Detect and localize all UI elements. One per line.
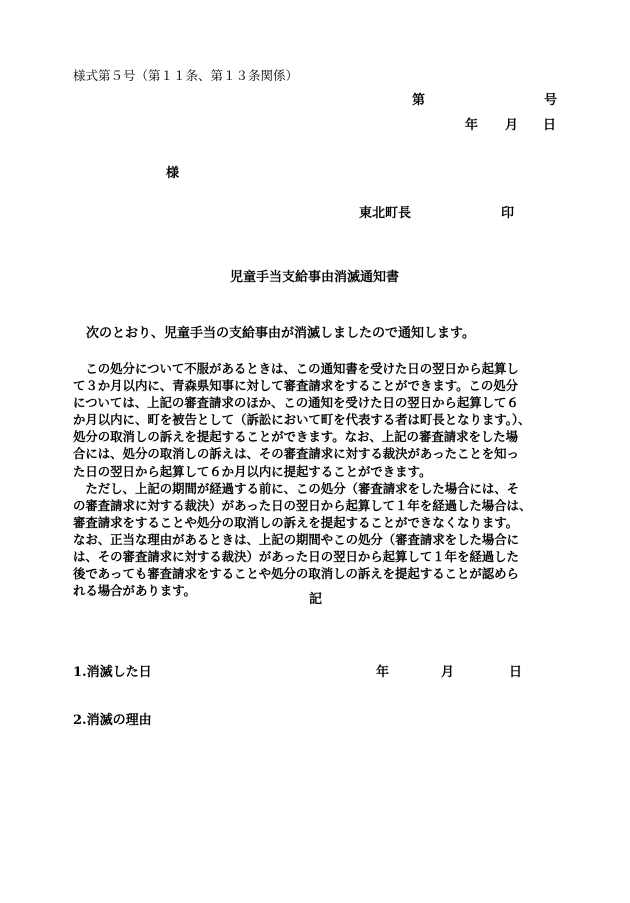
notice-number-prefix: 第 xyxy=(412,93,426,108)
document-title: 児童手当支給事由消滅通知書 xyxy=(230,270,400,285)
item-extinguished-reason-label: 2.消滅の理由 xyxy=(73,713,152,728)
item-extinguished-month-label: 月 xyxy=(441,665,455,680)
body-line: については、上記の審査請求のほか、この通知を受けた日の翌日から起算して６ xyxy=(73,395,519,411)
body-line: この処分について不服があるときは、この通知書を受けた日の翌日から起算し xyxy=(73,361,519,376)
addressee-suffix: 様 xyxy=(166,166,180,181)
date-day-label: 日 xyxy=(543,118,557,133)
body-line: ただし、上記の期間が経過する前に、この処分（審査請求をした場合には、そ xyxy=(73,480,520,496)
intro-text: 次のとおり、児童手当の支給事由が消滅しましたので通知します。 xyxy=(86,326,475,341)
ki-heading: 記 xyxy=(309,592,323,607)
body-line: か月以内に、町を被告として（訴訟において町を代表する者は町長となります。）、 xyxy=(73,412,531,428)
body-line: て３か月以内に、青森県知事に対して審査請求をすることができます。この処分 xyxy=(73,378,519,394)
date-year-label: 年 xyxy=(465,118,479,133)
body-line: なお、正当な理由があるときは、上記の期間やこの処分（審査請求をした場合に xyxy=(73,531,520,547)
item-extinguished-year-label: 年 xyxy=(376,665,390,680)
issuer-name: 東北町長 xyxy=(359,206,412,221)
body-line: た日の翌日から起算して６か月以内に提起することができます。 xyxy=(73,463,432,479)
body-line: の審査請求に対する裁決）があった日の翌日から起算して１年を経過した場合は、 xyxy=(73,497,532,513)
item-extinguished-day-label: 日 xyxy=(509,665,523,680)
notice-number-suffix: 号 xyxy=(544,93,558,108)
seal-mark: 印 xyxy=(501,206,515,221)
item-extinguished-date-label: 1.消滅した日 xyxy=(73,665,152,680)
body-line: 審査請求をすることや処分の取消しの訴えを提起することができなくなります。 xyxy=(73,514,519,530)
body-line: れる場合があります。 xyxy=(73,583,196,599)
body-line: は、その審査請求に対する裁決）があった日の翌日から起算して１年を経過した xyxy=(73,549,519,565)
body-line: 後であっても審査請求をすることや処分の取消しの訴えを提起することが認めら xyxy=(73,566,519,582)
form-number: 様式第５号（第１１条、第１３条関係） xyxy=(73,68,299,83)
body-line: 処分の取消しの訴えを提起することができます。なお、上記の審査請求をした場 xyxy=(73,429,519,445)
body-paragraphs xyxy=(73,360,560,599)
body-line: 合には、処分の取消しの訴えは、その審査請求に対する裁決があったことを知っ xyxy=(73,446,519,462)
date-month-label: 月 xyxy=(505,118,519,133)
